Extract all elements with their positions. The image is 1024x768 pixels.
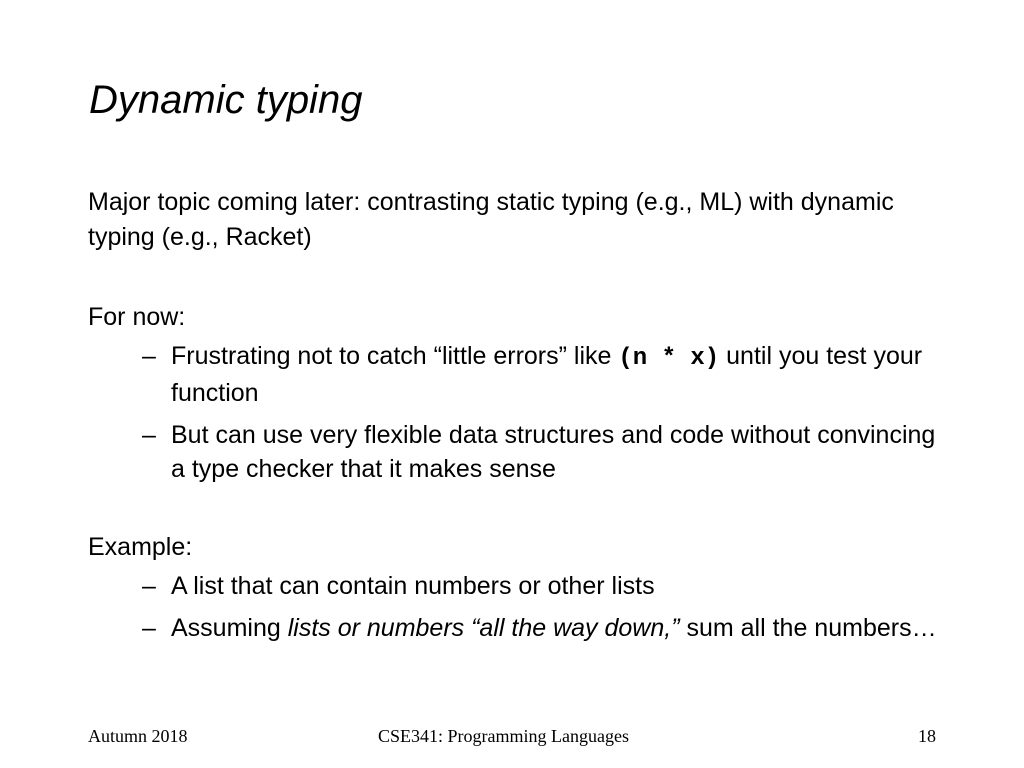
bullet-dash: – <box>142 342 156 370</box>
bullet-text-after: until you test your function <box>171 342 923 407</box>
intro-paragraph: Major topic coming later: contrasting static typing (e.g., ML) with dynamic typing (e.g., Racket) <box>88 188 894 251</box>
footer-course-title: CSE341: Programming Languages <box>378 726 629 746</box>
bullet-text-before: Assuming <box>171 614 288 642</box>
italic-phrase: lists or numbers “all the way down,” <box>287 614 680 642</box>
bullet-dash: – <box>142 572 156 600</box>
list-item <box>88 569 938 603</box>
code-snippet: (n * x) <box>618 345 720 372</box>
list-item <box>88 611 938 645</box>
bullet-dash: – <box>142 614 156 642</box>
footer-date: Autumn 2018 <box>88 726 188 746</box>
bullet-text-before: Frustrating not to catch “little errors” like <box>171 342 619 370</box>
bullet-text: A list that can contain numbers or other lists <box>171 572 655 600</box>
for-now-list <box>88 339 938 486</box>
example-heading: Example: <box>88 533 193 561</box>
bullet-text: But can use very flexible data structures and code without convincing a type checker that it makes sense <box>171 421 936 483</box>
list-item <box>88 418 938 486</box>
for-now-heading: For now: <box>88 303 186 331</box>
example-list <box>88 569 938 645</box>
list-item <box>88 339 938 410</box>
slide-body <box>88 185 938 689</box>
bullet-dash: – <box>142 421 156 449</box>
bullet-text-after: sum all the numbers… <box>679 614 937 642</box>
page-number: 18 <box>918 726 936 746</box>
slide-title: Dynamic typing <box>89 78 363 122</box>
